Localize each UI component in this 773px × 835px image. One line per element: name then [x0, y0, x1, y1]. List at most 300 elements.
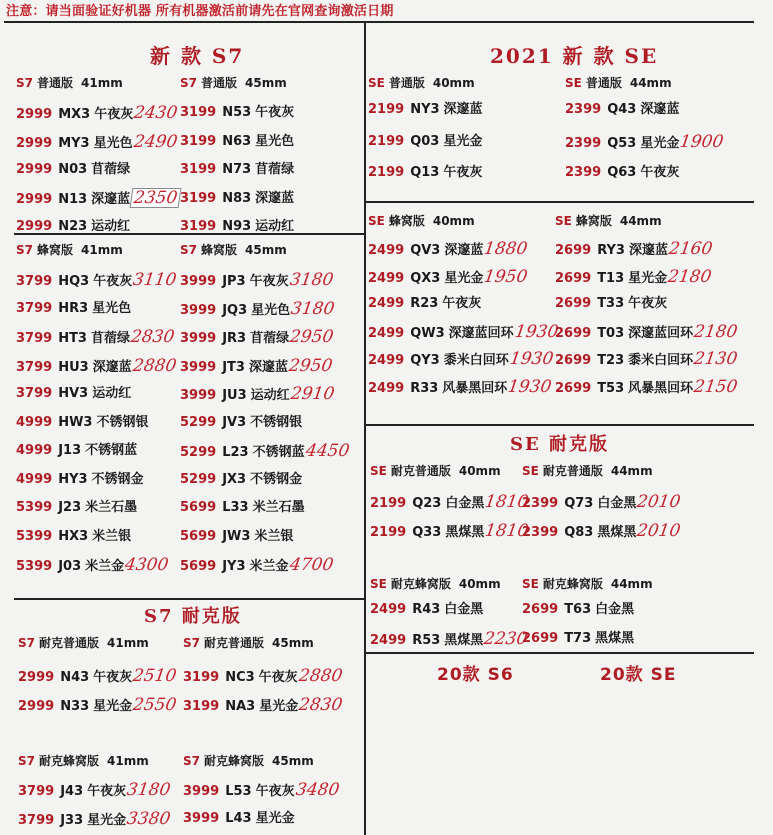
handwritten-price: 2130 [692, 349, 739, 369]
price-value: 2999 [16, 192, 53, 207]
price-row [368, 162, 482, 184]
color-name: 星光色 [255, 134, 295, 149]
model-code: RY3 [597, 243, 625, 258]
price-row [522, 599, 634, 621]
model-code: JQ3 [222, 303, 248, 318]
color-name: 午夜灰 [640, 165, 680, 180]
model-code: R43 [412, 602, 441, 617]
model-code: QY3 [410, 353, 440, 368]
price-row [16, 497, 137, 519]
color-name: 午夜灰 [255, 105, 295, 120]
model-code: HQ3 [58, 274, 90, 289]
color-name: 米兰金 [249, 559, 289, 574]
color-name: 黍米白回环 [628, 353, 694, 368]
color-name: 星光金 [444, 271, 484, 286]
color-name: 午夜灰 [87, 784, 127, 799]
column-header [18, 634, 149, 651]
price-row [180, 355, 332, 377]
handwritten-price: 2430 [132, 103, 179, 123]
price-value: 5399 [16, 559, 53, 574]
handwritten-price: 1810 [483, 521, 531, 541]
column-header [16, 241, 123, 258]
color-name: 深邃蓝 [248, 360, 288, 375]
price-value: 4999 [16, 443, 53, 458]
price-row [16, 440, 137, 462]
model-code: T63 [564, 602, 592, 617]
price-value: 2399 [522, 525, 559, 540]
divider-right-3 [366, 652, 754, 654]
handwritten-price: 2350 [130, 188, 182, 208]
price-row [555, 293, 667, 315]
header-size: 45mm [245, 243, 287, 257]
color-name: 运动红 [92, 386, 132, 401]
price-value: 3799 [18, 813, 55, 828]
handwritten-price: 2910 [289, 384, 336, 404]
color-name: 黑煤黑 [595, 631, 635, 646]
price-value: 3199 [180, 162, 217, 177]
price-row [183, 779, 339, 801]
header-edition: 蜂窝版 [37, 243, 74, 257]
model-code: T03 [597, 326, 625, 341]
model-code: N53 [222, 105, 252, 120]
handwritten-price: 2160 [667, 239, 714, 259]
price-value: 3199 [180, 219, 217, 234]
divider-top [4, 21, 754, 23]
header-series: S7 [180, 76, 197, 90]
handwritten-price: 1810 [483, 492, 531, 512]
price-value: 4999 [16, 472, 53, 487]
model-code: MX3 [58, 107, 91, 122]
model-code: HV3 [58, 386, 89, 401]
price-row [16, 383, 131, 405]
divider-right-1 [366, 201, 754, 203]
color-name: 深邃蓝 [443, 102, 483, 117]
price-row [368, 293, 481, 315]
handwritten-price: 4300 [123, 555, 170, 575]
price-value: 2499 [368, 381, 405, 396]
header-series: S7 [180, 243, 197, 257]
color-name: 不锈钢蓝 [252, 445, 305, 460]
header-size: 41mm [107, 636, 149, 650]
price-value: 3799 [16, 360, 53, 375]
model-code: JP3 [222, 274, 246, 289]
price-value: 2399 [565, 165, 602, 180]
model-code: Q33 [412, 525, 442, 540]
price-row [180, 469, 302, 491]
price-value: 2499 [370, 602, 407, 617]
header-edition: 耐克蜂窝版 [390, 577, 451, 591]
header-edition: 耐克普通版 [39, 636, 100, 650]
header-size: 45mm [272, 636, 314, 650]
color-name: 苜蓿绿 [255, 162, 295, 177]
header-size: 41mm [81, 243, 123, 257]
model-code: HU3 [58, 360, 89, 375]
price-row [565, 131, 724, 153]
price-row [555, 266, 711, 288]
price-value: 2699 [522, 602, 559, 617]
model-code: JX3 [222, 472, 247, 487]
handwritten-price: 2880 [131, 356, 178, 376]
price-row [183, 665, 342, 687]
price-value: 3999 [180, 303, 217, 318]
handwritten-price: 4700 [288, 555, 335, 575]
price-row [16, 298, 131, 320]
header-edition: 普通版 [585, 76, 622, 90]
price-value: 2499 [368, 353, 405, 368]
price-row [180, 216, 294, 238]
color-name: 黑煤黑 [445, 525, 485, 540]
price-value: 2499 [368, 326, 405, 341]
model-code: L43 [225, 811, 252, 826]
price-row [555, 238, 712, 260]
price-value: 2399 [522, 496, 559, 511]
header-edition: 普通版 [388, 76, 425, 90]
model-code: N73 [222, 162, 252, 177]
price-row [18, 694, 176, 716]
handwritten-price: 1950 [482, 267, 529, 287]
model-code: J33 [60, 813, 84, 828]
price-row [180, 554, 333, 576]
header-series: SE [555, 214, 572, 228]
header-edition: 耐克普通版 [542, 464, 603, 478]
price-value: 2999 [16, 162, 53, 177]
header-size: 44mm [619, 214, 662, 228]
color-name: 白金黑 [595, 602, 635, 617]
column-header [370, 575, 501, 592]
price-row [180, 269, 333, 291]
price-value: 5699 [180, 500, 217, 515]
price-value: 5299 [180, 472, 217, 487]
section-title-s7-nike: S7 耐克版 [144, 606, 242, 627]
price-value: 3799 [16, 331, 53, 346]
model-code: HR3 [58, 301, 89, 316]
color-name: 运动红 [255, 219, 295, 234]
handwritten-price: 3480 [294, 780, 341, 800]
handwritten-price: 1900 [678, 132, 726, 152]
column-header [522, 575, 653, 592]
model-code: N93 [222, 219, 252, 234]
color-name: 午夜灰 [93, 670, 133, 685]
handwritten-price: 3380 [125, 809, 172, 829]
color-name: 午夜灰 [93, 274, 133, 289]
divider-left-2 [14, 598, 364, 600]
price-value: 3799 [16, 386, 53, 401]
section-title-s7-new: 新 款 S7 [150, 44, 245, 68]
price-value: 3199 [180, 191, 217, 206]
footer-right-label: 20款 SE [600, 665, 677, 685]
header-size: 41mm [107, 754, 149, 768]
header-edition: 蜂窝版 [388, 214, 425, 228]
model-code: QX3 [410, 271, 441, 286]
handwritten-price: 1930 [513, 322, 560, 342]
price-value: 5699 [180, 529, 217, 544]
color-name: 深邃蓝 [255, 191, 295, 206]
price-row [555, 376, 737, 398]
price-row [16, 159, 130, 181]
color-name: 星光色 [92, 301, 132, 316]
model-code: N43 [60, 670, 90, 685]
price-value: 5699 [180, 559, 217, 574]
price-value: 2699 [555, 353, 592, 368]
header-edition: 蜂窝版 [575, 214, 612, 228]
price-row [565, 162, 679, 184]
section-title-se-2021: 2021 新 款 SE [490, 44, 659, 68]
header-series: S7 [16, 243, 33, 257]
handwritten-price: 1880 [482, 239, 530, 259]
price-row [368, 348, 553, 370]
price-row [180, 526, 293, 548]
price-row [18, 779, 170, 801]
price-value: 2199 [368, 102, 405, 117]
header-size: 44mm [610, 464, 653, 478]
price-value: 2199 [370, 525, 407, 540]
handwritten-price: 3180 [125, 780, 172, 800]
color-name: 苜蓿绿 [91, 162, 131, 177]
column-header [555, 212, 662, 229]
header-series: SE [565, 76, 582, 90]
column-header [180, 74, 287, 91]
model-code: QW3 [410, 326, 445, 341]
header-series: S7 [16, 76, 33, 90]
header-size: 41mm [81, 76, 123, 90]
column-header [16, 74, 123, 91]
model-code: Q63 [607, 165, 637, 180]
price-value: 3799 [16, 274, 53, 289]
color-name: 深邃蓝回环 [448, 326, 514, 341]
price-row [555, 348, 737, 370]
divider-center [364, 21, 366, 835]
header-series: SE [370, 577, 387, 591]
color-name: 午夜灰 [442, 296, 482, 311]
header-series: SE [368, 214, 385, 228]
handwritten-price: 1930 [506, 377, 553, 397]
color-name: 米兰石墨 [85, 500, 138, 515]
color-name: 星光色 [251, 303, 291, 318]
price-row [16, 216, 130, 238]
price-value: 3199 [183, 699, 220, 714]
model-code: Q43 [607, 102, 637, 117]
header-size: 45mm [245, 76, 287, 90]
price-row [180, 188, 294, 210]
model-code: R23 [410, 296, 439, 311]
header-series: S7 [183, 636, 200, 650]
model-code: QV3 [410, 243, 441, 258]
model-code: HX3 [58, 529, 89, 544]
color-name: 白金黑 [445, 496, 485, 511]
price-value: 2399 [565, 102, 602, 117]
column-header [180, 241, 287, 258]
price-row [183, 808, 295, 830]
header-size: 45mm [272, 754, 314, 768]
price-row [522, 520, 681, 542]
color-name: 运动红 [250, 388, 290, 403]
price-row [180, 131, 294, 153]
color-name: 深邃蓝 [628, 243, 668, 258]
color-name: 米兰金 [85, 559, 125, 574]
price-value: 2999 [18, 670, 55, 685]
header-series: S7 [18, 754, 35, 768]
handwritten-price: 2180 [692, 322, 739, 342]
color-name: 午夜灰 [94, 107, 134, 122]
color-name: 深邃蓝 [444, 243, 484, 258]
price-value: 2699 [555, 326, 592, 341]
color-name: 星光金 [443, 134, 483, 149]
section-title-se-nike: SE 耐克版 [510, 434, 609, 455]
price-value: 2199 [368, 165, 405, 180]
handwritten-price: 2180 [666, 267, 713, 287]
price-row [555, 321, 737, 343]
header-size: 40mm [432, 214, 475, 228]
header-edition: 耐克蜂窝版 [204, 754, 265, 768]
model-code: Q13 [410, 165, 440, 180]
color-name: 星光金 [87, 813, 127, 828]
model-code: HT3 [58, 331, 87, 346]
price-value: 3799 [16, 301, 53, 316]
model-code: N63 [222, 134, 252, 149]
price-row [180, 383, 334, 405]
handwritten-price: 2010 [635, 521, 683, 541]
color-name: 米兰石墨 [252, 500, 305, 515]
price-value: 4999 [16, 415, 53, 430]
model-code: N23 [58, 219, 88, 234]
price-value: 5299 [180, 415, 217, 430]
handwritten-price: 2830 [129, 327, 176, 347]
header-size: 40mm [458, 577, 501, 591]
model-code: T73 [564, 631, 592, 646]
price-value: 3999 [183, 811, 220, 826]
price-row [16, 526, 131, 548]
price-row [368, 238, 528, 260]
price-row [180, 298, 334, 320]
color-name: 不锈钢银 [250, 415, 303, 430]
price-value: 5399 [16, 529, 53, 544]
notice-text: 注意：请当面验证好机器 所有机器激活前请先在官网查询激活日期 [6, 4, 394, 19]
price-value: 3999 [183, 784, 220, 799]
price-row [16, 102, 177, 124]
color-name: 深邃蓝 [91, 192, 131, 207]
handwritten-price: 3110 [131, 270, 178, 290]
header-series: S7 [18, 636, 35, 650]
model-code: Q83 [564, 525, 594, 540]
color-name: 深邃蓝 [640, 102, 680, 117]
column-header [18, 752, 149, 769]
price-row [180, 102, 294, 124]
handwritten-price: 2830 [297, 695, 344, 715]
color-name: 深邃蓝回环 [628, 326, 694, 341]
color-name: 白金黑 [444, 602, 484, 617]
column-header [368, 212, 475, 229]
model-code: JR3 [222, 331, 247, 346]
model-code: N13 [58, 192, 88, 207]
handwritten-price: 3180 [289, 299, 336, 319]
model-code: JV3 [222, 415, 247, 430]
header-edition: 普通版 [201, 76, 238, 90]
price-row [183, 694, 342, 716]
model-code: HY3 [58, 472, 88, 487]
price-row [180, 159, 294, 181]
handwritten-price: 2230 [482, 629, 529, 649]
handwritten-price: 2010 [635, 492, 683, 512]
header-series: SE [368, 76, 385, 90]
price-row [370, 628, 528, 650]
price-value: 2199 [368, 134, 405, 149]
model-code: L53 [225, 784, 252, 799]
color-name: 午夜灰 [258, 670, 298, 685]
price-value: 2699 [555, 296, 592, 311]
color-name: 不锈钢银 [96, 415, 149, 430]
column-header [370, 462, 501, 479]
header-edition: 耐克普通版 [204, 636, 265, 650]
color-name: 米兰银 [92, 529, 132, 544]
model-code: L23 [222, 445, 249, 460]
color-name: 星光金 [628, 271, 668, 286]
header-edition: 耐克蜂窝版 [542, 577, 603, 591]
price-value: 3999 [180, 388, 217, 403]
handwritten-price: 2150 [692, 377, 739, 397]
price-value: 5399 [16, 500, 53, 515]
price-row [522, 628, 634, 650]
header-edition: 耐克蜂窝版 [39, 754, 100, 768]
price-value: 2999 [16, 107, 53, 122]
price-row [16, 412, 148, 434]
handwritten-price: 2490 [132, 132, 179, 152]
color-name: 星光金 [93, 699, 133, 714]
color-name: 风暴黑回环 [628, 381, 694, 396]
model-code: MY3 [58, 136, 90, 151]
price-value: 2399 [565, 136, 602, 151]
model-code: R33 [410, 381, 439, 396]
header-edition: 普通版 [37, 76, 74, 90]
model-code: T13 [597, 271, 625, 286]
price-row [368, 321, 558, 343]
price-row [18, 808, 170, 830]
header-size: 40mm [458, 464, 501, 478]
handwritten-price: 2950 [288, 327, 335, 347]
handwritten-price: 2550 [131, 695, 178, 715]
price-value: 3999 [180, 331, 217, 346]
model-code: J03 [58, 559, 82, 574]
color-name: 黍米白回环 [443, 353, 509, 368]
handwritten-price: 1930 [508, 349, 555, 369]
model-code: J43 [60, 784, 84, 799]
model-code: HW3 [58, 415, 93, 430]
color-name: 午夜灰 [249, 274, 289, 289]
divider-right-2 [366, 424, 754, 426]
price-row [180, 497, 305, 519]
header-series: SE [522, 464, 539, 478]
price-row [368, 376, 552, 398]
color-name: 午夜灰 [443, 165, 483, 180]
model-code: Q73 [564, 496, 594, 511]
price-row [16, 131, 177, 153]
header-size: 44mm [629, 76, 672, 90]
price-value: 2999 [16, 136, 53, 151]
handwritten-price: 3180 [288, 270, 335, 290]
price-value: 2699 [522, 631, 559, 646]
color-name: 星光金 [259, 699, 299, 714]
price-value: 3999 [180, 360, 217, 375]
color-name: 风暴黑回环 [442, 381, 508, 396]
price-value: 3999 [180, 274, 217, 289]
model-code: L33 [222, 500, 249, 515]
price-row [180, 412, 302, 434]
footer-left-label: 20款 S6 [437, 665, 514, 685]
header-edition: 耐克普通版 [390, 464, 451, 478]
color-name: 白金黑 [597, 496, 637, 511]
model-code: N33 [60, 699, 90, 714]
price-row [370, 520, 529, 542]
price-value: 2499 [368, 296, 405, 311]
